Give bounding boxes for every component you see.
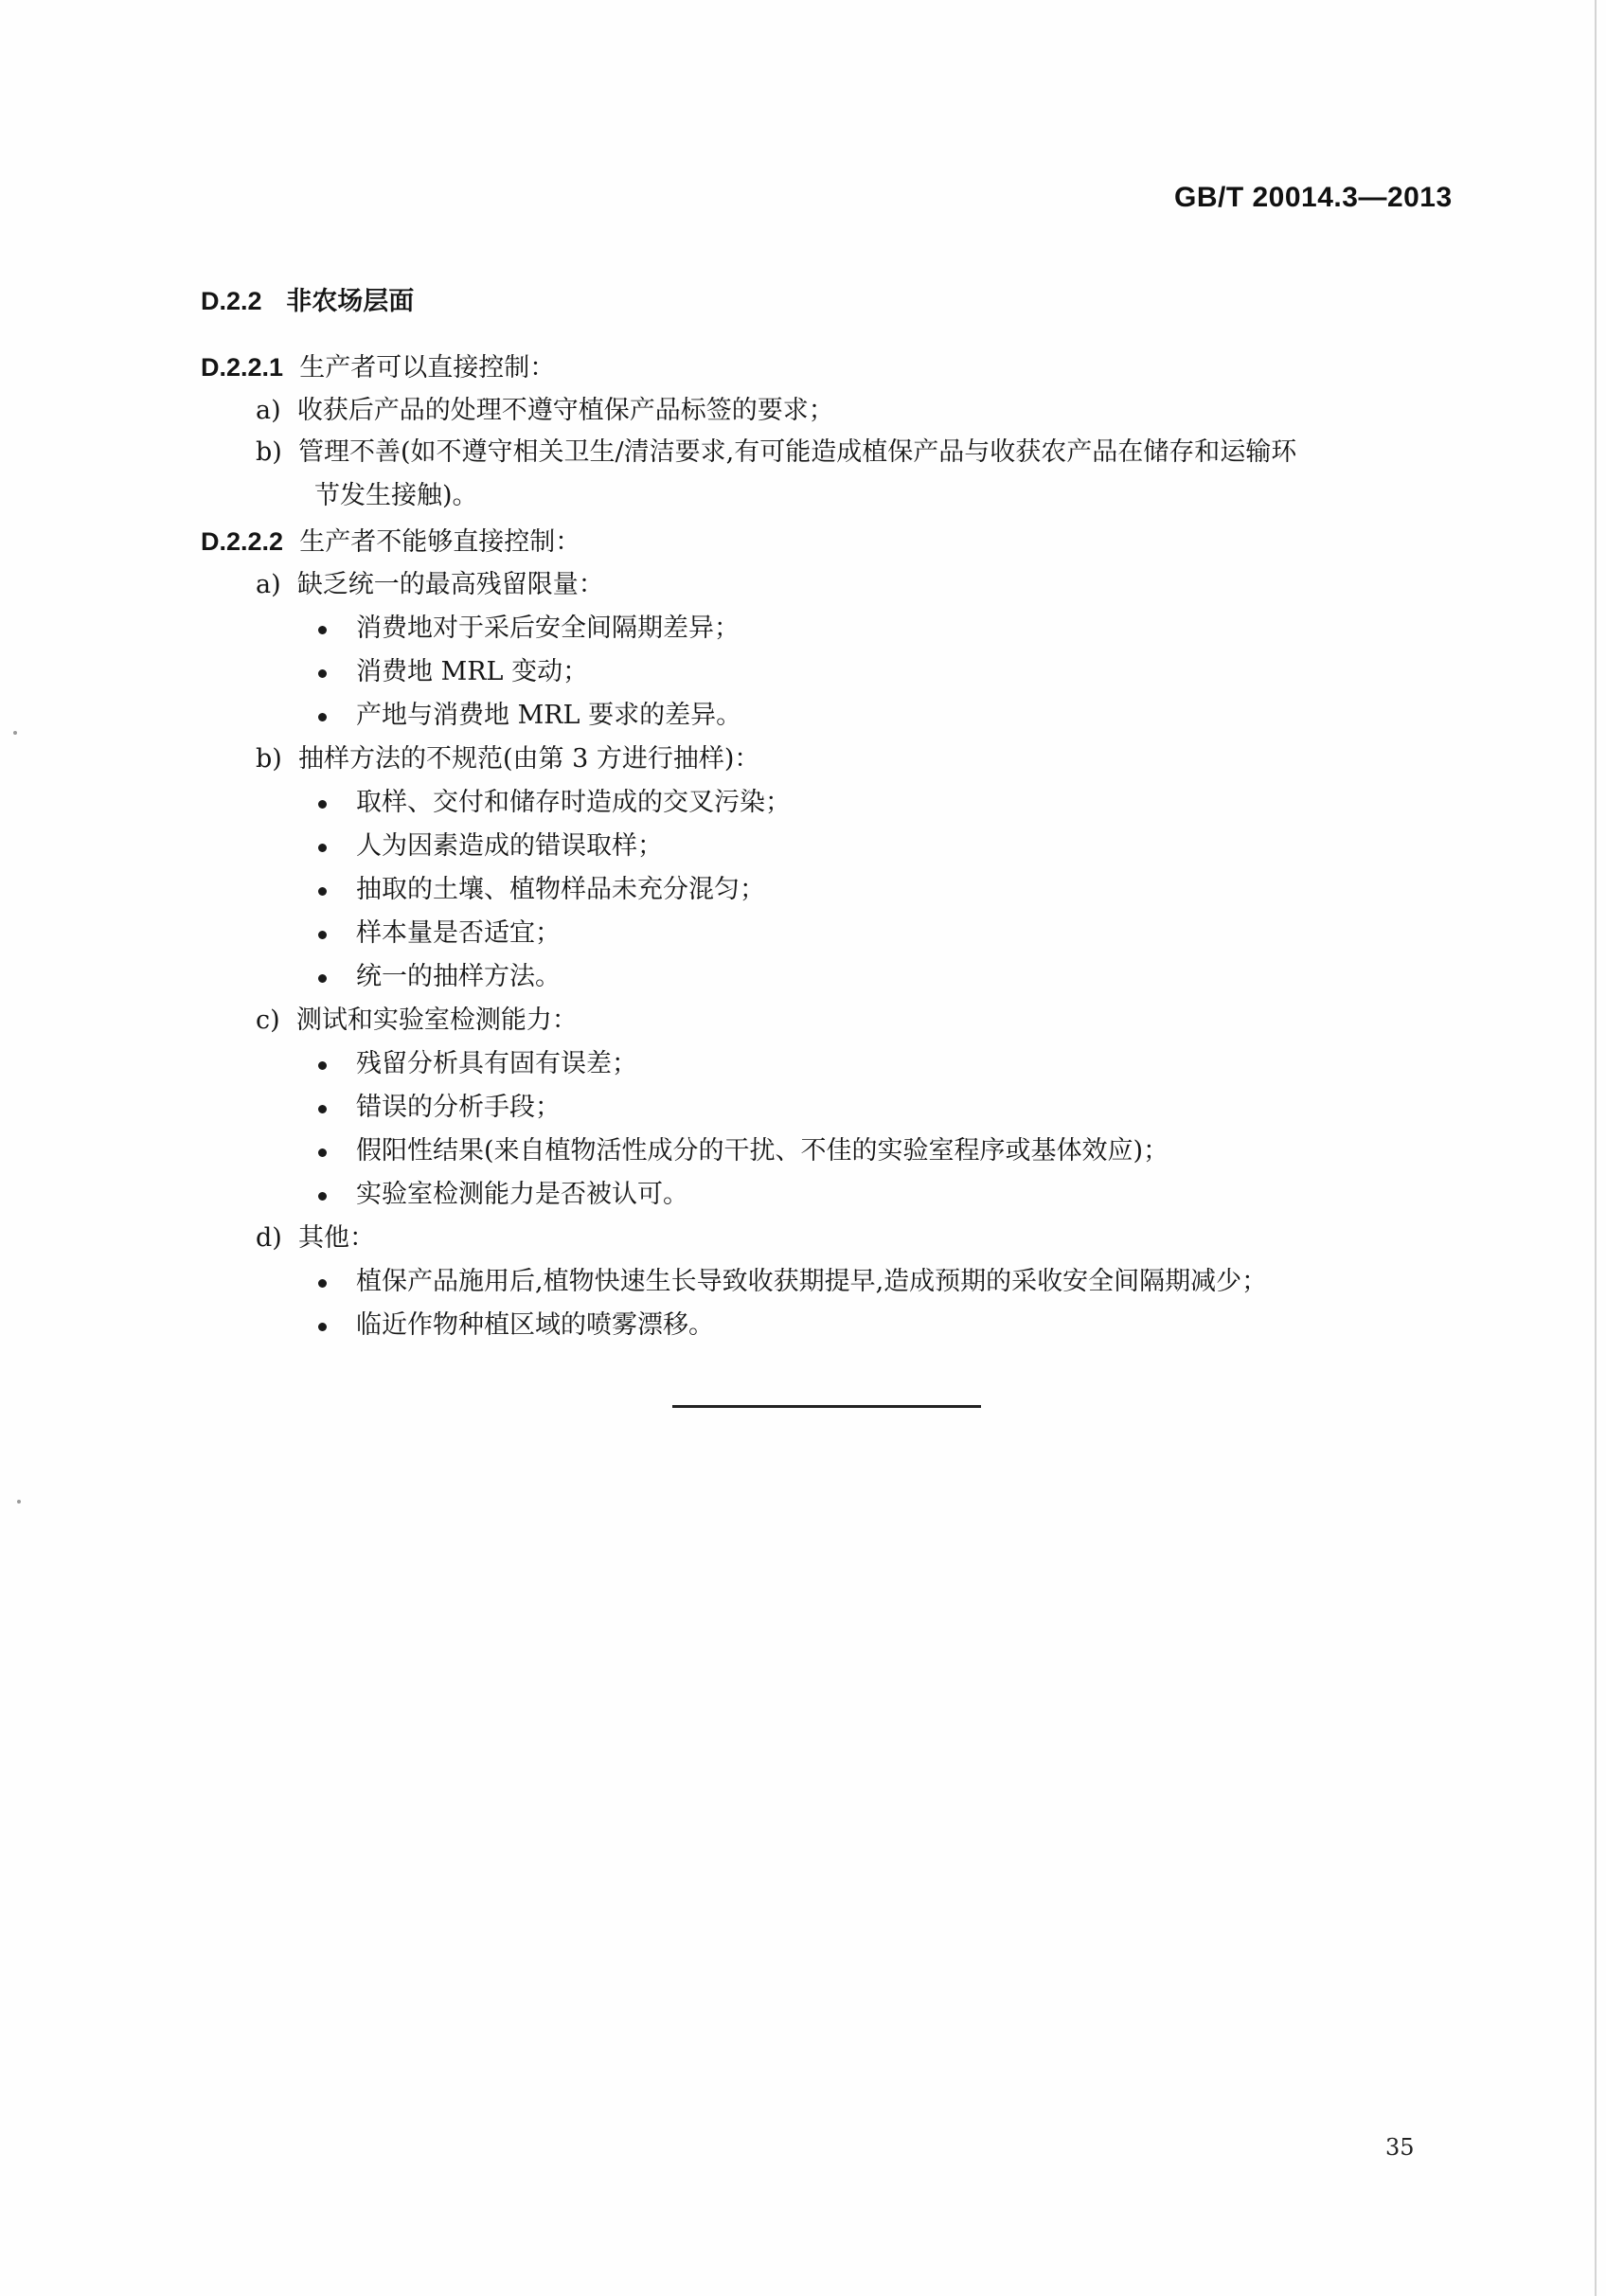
bullet-icon [318, 669, 327, 678]
bullet-text: 抽取的土壤、植物样品未充分混匀； [356, 875, 765, 904]
scan-dot [13, 731, 17, 735]
bullet-text: 取样、交付和储存时造成的交叉污染； [356, 788, 791, 817]
list-item [256, 742, 759, 776]
list-item [256, 394, 834, 428]
item-text: 测试和实验室检测能力： [295, 1006, 578, 1035]
bullet-icon [318, 800, 327, 809]
item-text: 抽样方法的不规范(由第 3 方进行抽样)： [298, 744, 760, 774]
clause-heading [201, 350, 555, 385]
clause-text: 生产者不能够直接控制： [299, 527, 581, 557]
bullet-text: 错误的分析手段； [356, 1093, 561, 1122]
bullet-text: 样本量是否适宜； [356, 918, 561, 948]
item-text: 其他： [298, 1223, 375, 1253]
section-number: D.2.2 [201, 287, 262, 315]
bullet-text: 消费地对于采后安全间隔期差异； [356, 614, 740, 643]
item-text: 管理不善(如不遵守相关卫生/清洁要求,有可能造成植保产品与收获农产品在储存和运输环 [298, 437, 1297, 467]
list-item [256, 436, 1296, 470]
item-label: c) [256, 1006, 280, 1035]
page-number: 35 [1385, 2134, 1415, 2161]
clause-text: 生产者可以直接控制： [299, 353, 556, 383]
bullet-icon [318, 931, 327, 939]
item-label: a) [256, 396, 281, 425]
bullet-icon [318, 626, 327, 634]
item-label: b) [256, 744, 282, 774]
end-of-standard-rule [672, 1405, 981, 1408]
bullet-icon [318, 1105, 327, 1113]
bullet-icon [318, 1061, 327, 1070]
item-label: a) [256, 570, 281, 599]
item-text: 收获后产品的处理不遵守植保产品标签的要求； [296, 396, 834, 425]
bullet-text: 实验室检测能力是否被认可。 [356, 1180, 688, 1209]
standard-code: GB/T 20014.3—2013 [1174, 182, 1453, 213]
item-label: b) [256, 437, 282, 467]
bullet-icon [318, 713, 327, 721]
bullet-text: 植保产品施用后,植物快速生长导致收获期提早,造成预期的采收安全间隔期减少； [356, 1267, 1268, 1296]
bullet-text: 临近作物种植区域的喷雾漂移。 [356, 1310, 714, 1340]
clause-number: D.2.2.2 [201, 527, 284, 556]
bullet-icon [318, 1279, 327, 1288]
scan-dot [17, 1500, 21, 1504]
bullet-icon [318, 1323, 327, 1331]
list-item [256, 568, 604, 602]
item-text: 缺乏统一的最高残留限量： [296, 570, 604, 599]
list-item [256, 1221, 375, 1255]
bullet-text: 产地与消费地 MRL 要求的差异。 [356, 701, 742, 730]
bullet-icon [318, 1192, 327, 1201]
bullet-icon [318, 887, 327, 896]
section-title: 非农场层面 [286, 287, 415, 316]
bullet-text: 假阳性结果(来自植物活性成分的干扰、不佳的实验室程序或基体效应)； [356, 1136, 1169, 1166]
item-label: d) [256, 1223, 282, 1253]
section-heading [201, 284, 414, 319]
item-continuation: 节发生接触)。 [314, 481, 478, 510]
bullet-icon [318, 1148, 327, 1157]
bullet-text: 消费地 MRL 变动； [356, 657, 589, 686]
clause-number: D.2.2.1 [201, 353, 284, 382]
bullet-icon [318, 974, 327, 983]
scan-edge-line [1595, 0, 1597, 2296]
bullet-text: 统一的抽样方法。 [356, 962, 561, 991]
clause-heading [201, 525, 580, 560]
bullet-text: 人为因素造成的错误取样； [356, 831, 663, 861]
list-item [256, 1004, 578, 1038]
bullet-text: 残留分析具有固有误差； [356, 1049, 637, 1078]
bullet-icon [318, 844, 327, 852]
